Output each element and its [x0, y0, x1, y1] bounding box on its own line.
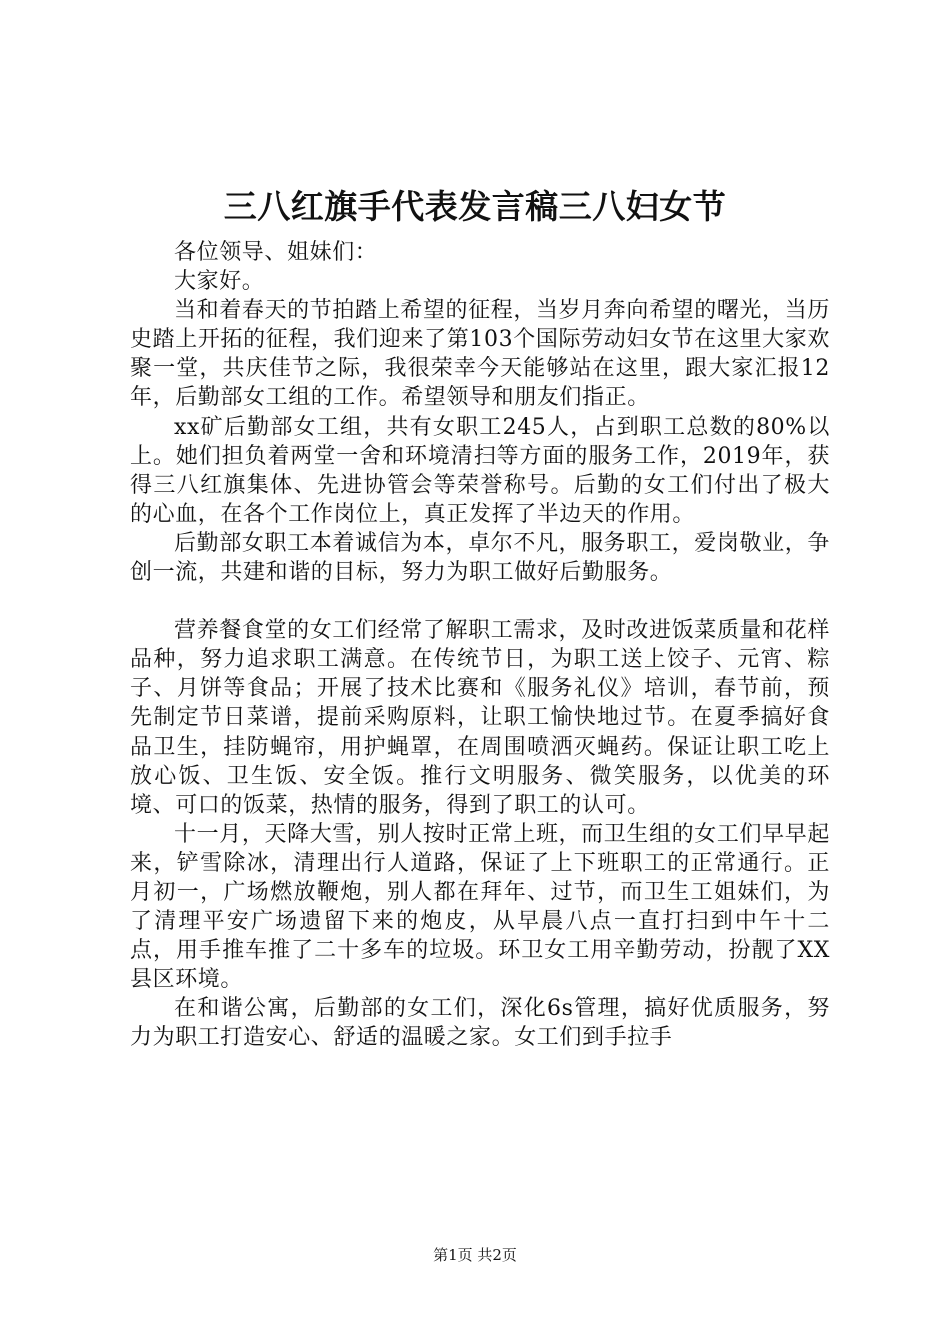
body-paragraph: 后勤部女职工本着诚信为本，卓尔不凡，服务职工，爱岗敬业，争创一流，共建和谐的目标，努力为职工做好后勤服务。	[130, 530, 830, 586]
body-paragraph: 在和谐公寓，后勤部的女工们，深化6s管理，搞好优质服务，努力为职工打造安心、舒适的温暖之家。女工们到手拉手	[130, 996, 830, 1051]
greeting: 大家好。	[174, 269, 265, 295]
page-footer: 第1页 共2页	[433, 1246, 517, 1264]
body-paragraph: 当和着春天的节拍踏上希望的征程，当岁月奔向希望的曙光，当历史踏上开拓的征程，我们迎来了第103个国际劳动妇女节在这里大家欢聚一堂，共庆佳节之际，我很荣幸今天能够站在这里，跟大家汇报12年，后勤部女工组的工作。希望领导和朋友们指正。	[130, 298, 830, 411]
document-title: 三八红旗手代表发言稿三八妇女节	[223, 187, 727, 226]
salutation: 各位领导、姐妹们：	[174, 240, 378, 265]
document-body	[130, 238, 830, 1053]
body-paragraph: xx矿后勤部女工组，共有女职工245人，占到职工总数的80%以上。她们担负着两堂一舍和环境清扫等方面的服务工作，2019年，获得三八红旗集体、先进协管会等荣誉称号。后勤的女工们付出了极大的心血，在各个工作岗位上，真正发挥了半边天的作用。	[130, 414, 830, 527]
body-paragraph: 十一月，天降大雪，别人按时正常上班，而卫生组的女工们早早起来，铲雪除冰，清理出行人道路，保证了上下班职工的正常通行。正月初一，广场燃放鞭炮，别人都在拜年、过节，而卫生工姐妹们，为了清理平安广场遗留下来的炮皮，从早晨八点一直打扫到中午十二点，用手推车推了二十多车的垃圾。环卫女工用辛勤劳动，扮靓了XX县区环境。	[130, 821, 830, 993]
body-paragraph: 营养餐食堂的女工们经常了解职工需求，及时改进饭菜质量和花样品种，努力追求职工满意。在传统节日，为职工送上饺子、元宵、粽子、月饼等食品；开展了技术比赛和《服务礼仪》培训，春节前，预先制定节日菜谱，提前采购原料，让职工愉快地过节。在夏季搞好食品卫生，挂防蝇帘，用护蝇罩，在周围喷洒灭蝇药。保证让职工吃上放心饭、卫生饭、安全饭。推行文明服务、微笑服务，以优美的环境、可口的饭菜，热情的服务，得到了职工的认可。	[130, 618, 830, 818]
